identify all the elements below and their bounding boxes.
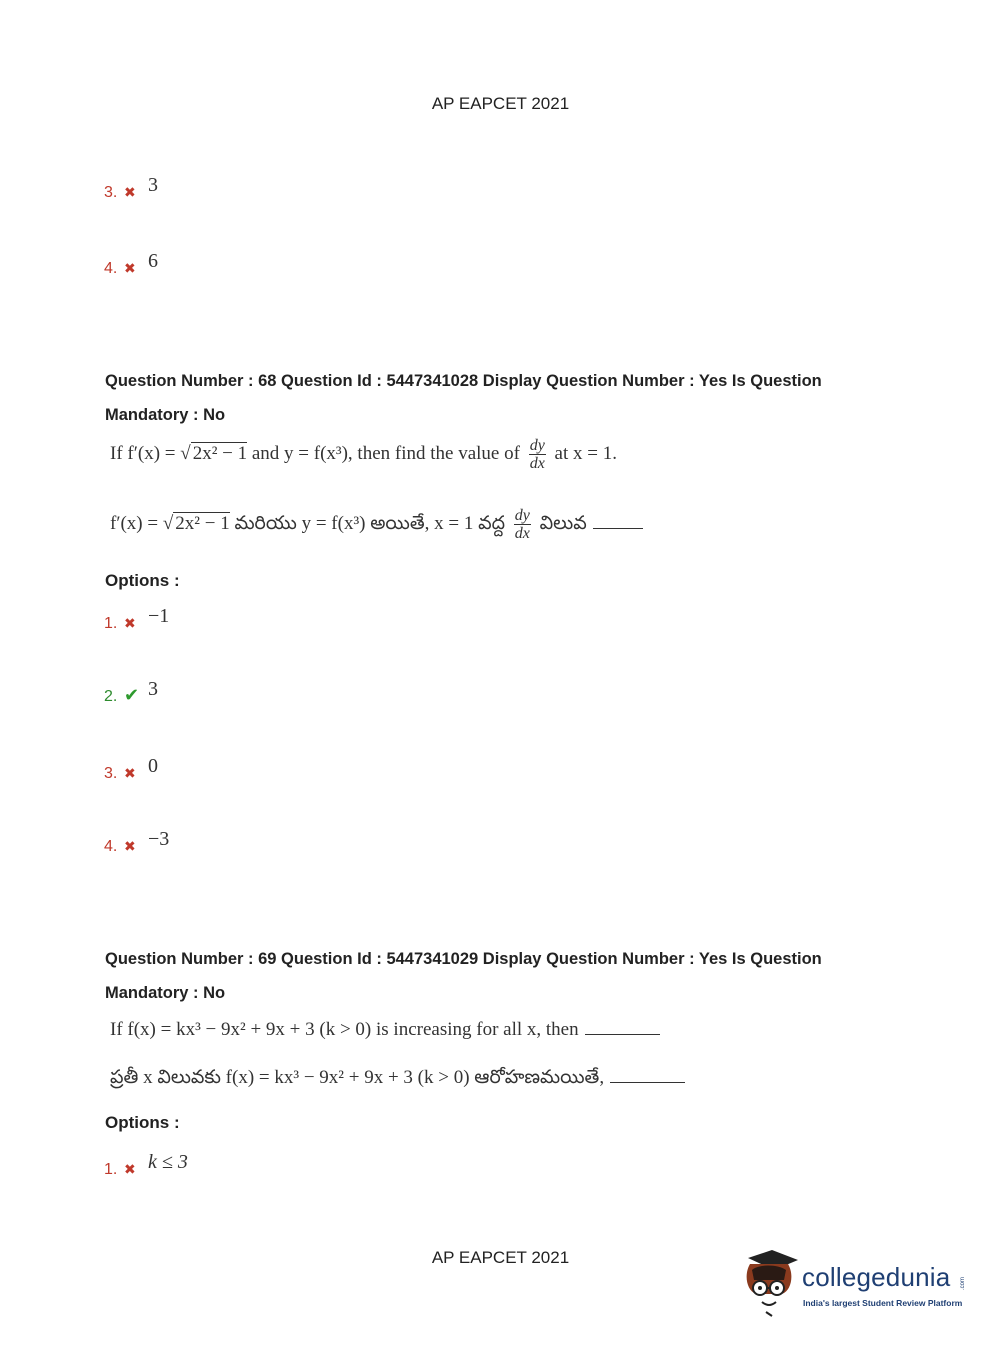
answer-blank <box>593 528 643 529</box>
option-number: 3. <box>104 765 118 782</box>
cross-icon: ✖ <box>124 615 136 631</box>
option-row <box>104 828 170 857</box>
option-value: −3 <box>148 828 170 850</box>
question-meta-line: Question Number : 69 Question Id : 5447341029 Display Question Number : Yes Is Question <box>105 950 822 968</box>
option-number: 1. <box>104 615 118 632</box>
question-68-telugu <box>110 507 643 542</box>
cross-icon: ✖ <box>124 1161 136 1177</box>
option-row-correct <box>104 678 158 707</box>
option-number: 3. <box>104 184 118 201</box>
option-number: 4. <box>104 260 118 277</box>
cross-icon: ✖ <box>124 765 136 781</box>
question-text: If f′(x) = √ <box>110 442 191 464</box>
option-row <box>104 174 158 203</box>
option-number: 2. <box>104 688 118 705</box>
question-69-english <box>110 1019 660 1041</box>
option-row <box>104 755 158 784</box>
question-meta-line: Mandatory : No <box>105 984 226 1002</box>
option-row <box>104 1151 188 1180</box>
option-value: 3 <box>148 174 158 196</box>
options-label: Options : <box>105 1113 180 1132</box>
page-footer: AP EAPCET 2021 <box>431 1248 570 1267</box>
option-value: 3 <box>148 678 158 700</box>
sqrt-expression: 2x² − 1 <box>175 512 230 534</box>
derivative-fraction: $\frac{dy}{dx}$ <box>529 437 545 472</box>
question-69-meta <box>105 942 905 1010</box>
option-value: −1 <box>148 605 170 627</box>
brand-name: collegedunia <box>802 1262 951 1292</box>
question-text: ప్రతీ x విలువకు f(x) = kx³ − 9x² + 9x + 3 (k > 0) ఆరోహణమయితే, <box>110 1067 605 1088</box>
question-text: విలువ <box>539 512 587 534</box>
brand-suffix: .com <box>960 1276 966 1290</box>
question-68-meta <box>105 364 905 432</box>
option-row <box>104 250 158 279</box>
page-header: AP EAPCET 2021 <box>431 94 570 113</box>
question-68-english <box>110 437 617 472</box>
answer-blank <box>585 1034 660 1035</box>
question-text: and y = f(x³), then find the value of <box>247 442 520 464</box>
cross-icon: ✖ <box>124 260 136 276</box>
question-meta-line: Mandatory : No <box>105 406 226 424</box>
question-text: If f(x) = kx³ − 9x² + 9x + 3 (k > 0) is increasing for all x, then <box>110 1019 579 1040</box>
question-69-telugu <box>110 1067 685 1093</box>
brand-tagline: India's largest Student Review Platform <box>803 1298 963 1308</box>
option-value: k ≤ 3 <box>148 1151 188 1173</box>
question-text: మరియు y = f(x³) అయితే, x = 1 వద్ద <box>229 512 506 534</box>
answer-blank <box>610 1082 685 1083</box>
question-text: f′(x) = √ <box>110 512 174 534</box>
options-label: Options : <box>105 571 180 590</box>
cross-icon: ✖ <box>124 184 136 200</box>
mascot-logo-icon <box>742 1250 804 1320</box>
option-row <box>104 605 170 634</box>
cross-icon: ✖ <box>124 838 136 854</box>
question-meta-line: Question Number : 68 Question Id : 5447341028 Display Question Number : Yes Is Question <box>105 372 822 390</box>
option-number: 4. <box>104 838 118 855</box>
option-number: 1. <box>104 1161 118 1178</box>
option-value: 6 <box>148 250 158 272</box>
checkmark-icon: ✔ <box>124 685 140 705</box>
sqrt-expression: 2x² − 1 <box>192 442 248 464</box>
question-text: at x = 1. <box>554 442 617 464</box>
derivative-fraction: $\frac{dy}{dx}$ <box>514 507 530 542</box>
option-value: 0 <box>148 755 158 777</box>
